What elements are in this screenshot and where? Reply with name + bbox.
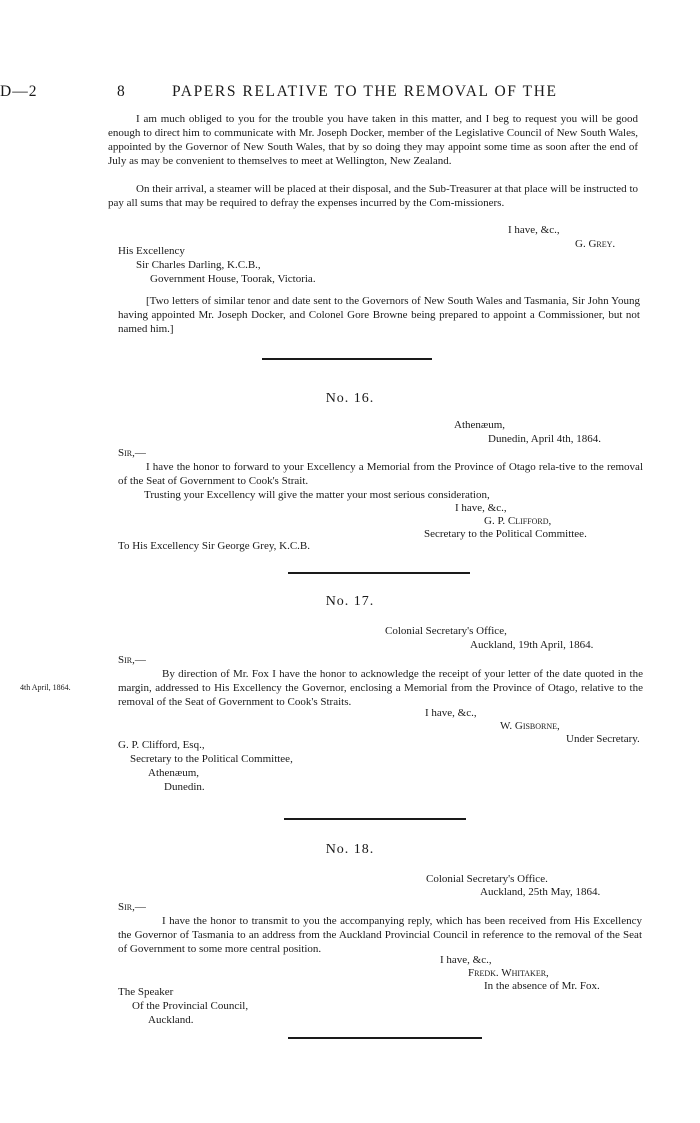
letter-number-16: No. 16.: [325, 391, 375, 406]
letter18-addressee-2: Of the Provincial Council,: [132, 1000, 249, 1012]
letter16-body2: Trusting your Excellency will give the matter your most serious consideration,: [144, 489, 490, 501]
section-divider: [288, 1037, 482, 1039]
letter17-addressee-3: Athenæum,: [148, 767, 200, 779]
section-divider: [284, 818, 466, 820]
letter15-addressee-2: Sir Charles Darling, K.C.B.,: [136, 259, 261, 271]
letter18-addressee-1: The Speaker: [118, 986, 174, 998]
letter15-para1: I am much obliged to you for the trouble you have taken in this matter, and I beg to request you will be good enough to direct him to communicate with Mr. Joseph Docker, member of the Legislative Council of New South Wales, appointed by the Governor of New South Wales, that by so doing they may appoint some time as soon after the end of July as may be convenient to themselves to meet at Wellington, New Zealand.: [108, 113, 638, 167]
letter17-place: Colonial Secretary's Office,: [385, 625, 507, 637]
letter17-salutation: Sir,—: [118, 654, 146, 666]
letter18-date: Auckland, 25th May, 1864.: [480, 886, 601, 898]
margin-note: 4th April, 1864.: [20, 683, 71, 692]
letter15-closing: I have, &c.,: [508, 224, 560, 236]
section-divider: [262, 358, 432, 360]
letter17-addressee-4: Dunedin.: [164, 781, 205, 793]
letter16-place: Athenæum,: [454, 419, 506, 431]
editor-note: [Two letters of similar tenor and date sent to the Governors of New South Wales and Tasmania, Sir John Young having appointed Mr. Joseph Docker, and Colonel Gore Browne being prepared to appoint a Commissioner, but not named him.]: [118, 295, 640, 335]
document-code: D—2: [0, 83, 38, 100]
letter18-place: Colonial Secretary's Office.: [426, 873, 548, 885]
letter16-body1: I have the honor to forward to your Excellency a Memorial from the Province of Otago rela-tive to the removal of the Seat of Government to Cook's Strait.: [118, 461, 643, 487]
section-divider: [288, 572, 470, 574]
letter15-para2: On their arrival, a steamer will be placed at their disposal, and the Sub-Treasurer at that place will be instructed to pay all sums that may be required to defray the expenses incurred by the Com-missioners.: [108, 183, 638, 209]
letter17-date: Auckland, 19th April, 1864.: [470, 639, 594, 651]
letter16-salutation: Sir,—: [118, 447, 146, 459]
letter18-signer-title: In the absence of Mr. Fox.: [484, 980, 600, 992]
running-title: PAPERS RELATIVE TO THE REMOVAL OF THE: [172, 83, 558, 100]
letter18-closing: I have, &c.,: [440, 954, 492, 966]
letter15-addressee-1: His Excellency: [118, 245, 185, 257]
letter17-body: By direction of Mr. Fox I have the honor to acknowledge the receipt of your letter of the date quoted in the margin, addressed to His Excellency the Governor, enclosing a Memorial from the Province of Otago, relative to the removal of the Seat of Government to Cook's Straits.: [118, 668, 643, 708]
page-number: 8: [117, 83, 126, 100]
letter-number-17: No. 17.: [325, 594, 375, 609]
letter17-closing: I have, &c.,: [425, 707, 477, 719]
letter17-signer-title: Under Secretary.: [566, 733, 640, 745]
letter17-addressee-2: Secretary to the Political Committee,: [130, 753, 293, 765]
letter15-addressee-3: Government House, Toorak, Victoria.: [150, 273, 316, 285]
letter18-addressee-3: Auckland.: [148, 1014, 194, 1026]
letter16-signer-title: Secretary to the Political Committee.: [424, 528, 587, 540]
letter18-salutation: Sir,—: [118, 901, 146, 913]
letter18-signature: Fredk. Whitaker,: [468, 967, 549, 979]
letter16-signature: G. P. Clifford,: [484, 515, 552, 527]
letter18-body: I have the honor to transmit to you the accompanying reply, which has been received from His Excellency the Governor of Tasmania to an address from the Auckland Provincial Council in reference to the removal of the Seat of Government to some more central position.: [118, 915, 642, 955]
letter15-signature: G. Grey.: [575, 238, 616, 250]
letter16-date: Dunedin, April 4th, 1864.: [488, 433, 602, 445]
letter17-addressee-1: G. P. Clifford, Esq.,: [118, 739, 205, 751]
letter16-addressee: To His Excellency Sir George Grey, K.C.B.: [118, 540, 310, 552]
letter-number-18: No. 18.: [325, 842, 375, 857]
letter16-closing: I have, &c.,: [455, 502, 507, 514]
letter17-signature: W. Gisborne,: [500, 720, 560, 732]
